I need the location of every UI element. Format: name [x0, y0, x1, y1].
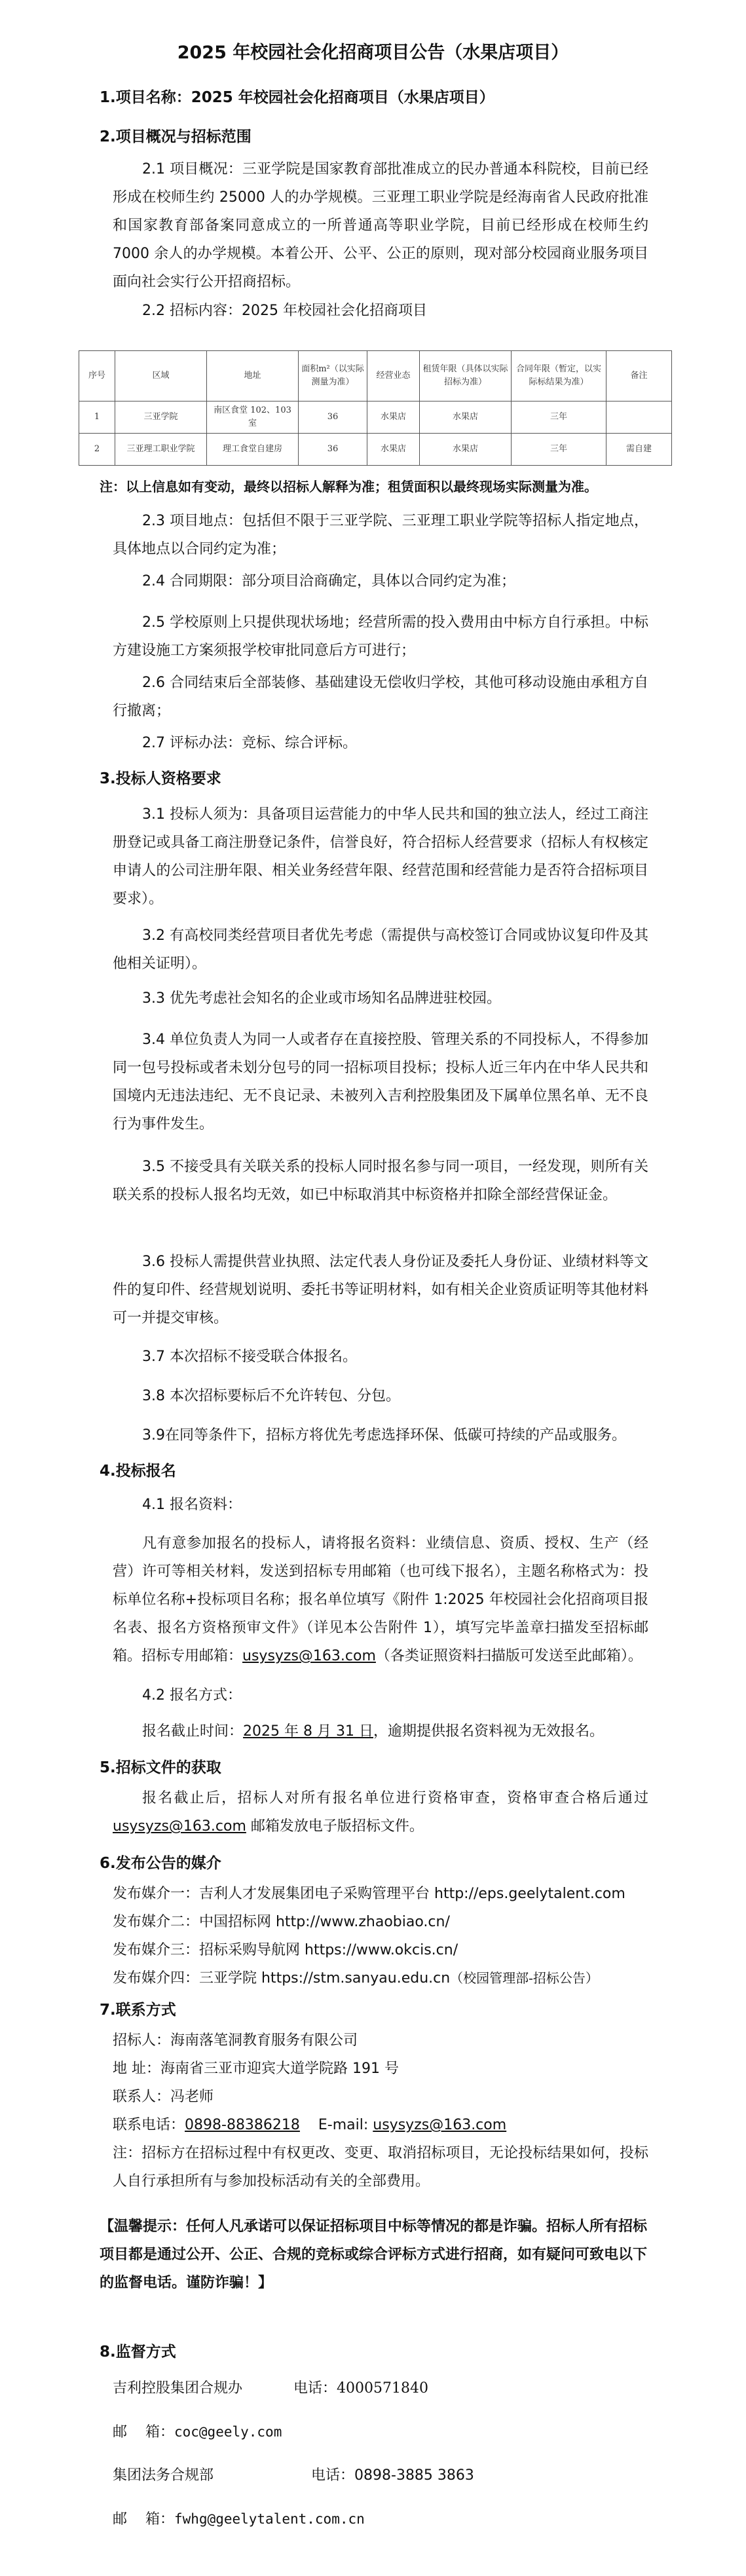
contact-person: 联系人：冯老师 — [113, 2089, 214, 2105]
qualification-3-4: 3.4 单位负责人为同一人或者存在直接控股、管理关系的不同投标人，不得参加同一包号投标或者未划分包号的同一招标项目投标；投标人近三年内在中华人民共和国境内无违法违纪、无不良记录、未被列入吉利控股集团及下属单位黑名单、无不良行为事件发生。 — [113, 1032, 648, 1132]
qualification-3-3: 3.3 优先考虑社会知名的企业或市场知名品牌进驻校园。 — [142, 990, 501, 1007]
media-line-2[interactable]: 发布媒介二：中国招标网 http://www.zhaobiao.cn/ — [113, 1914, 450, 1930]
supervision-phone-2 — [311, 2464, 474, 2484]
table-cell: 水果店 — [367, 434, 420, 466]
deadline-text: ，逾期提供报名资料视为无效报名。 — [373, 1723, 604, 1740]
registration-materials-label: 4.1 报名资料： — [142, 1497, 242, 1513]
evaluation-method: 2.7 评标办法：竞标、综合评标。 — [142, 735, 357, 751]
table-row — [79, 434, 672, 466]
col-header-lease: 租赁年限（具体以实际招标为准） — [420, 351, 512, 401]
section-6-heading: 6.发布公告的媒介 — [100, 1855, 221, 1872]
project-name-heading: 1.项目名称：2025 年校园社会化招商项目（水果店项目） — [100, 89, 494, 106]
phone-number[interactable]: 0898-88386218 — [185, 2117, 300, 2133]
contact-note: 注：招标方在招标过程中有权更改、变更、取消招标项目，无论投标结果如何，投标人自行承担所有与参加投标活动有关的全部费用。 — [113, 2145, 648, 2190]
section-3-heading: 3.投标人资格要求 — [100, 770, 221, 787]
qualification-3-5: 3.5 不接受具有关联关系的投标人同时报名参与同一项目，一经发现，则所有关联关系的投标人报名均无效，如已中标取消其中标资格并扣除全部经营保证金。 — [113, 1159, 648, 1203]
bid-documents-text — [113, 1784, 648, 1840]
media-line-3[interactable]: 发布媒介三：招标采购导航网 https://www.okcis.cn/ — [113, 1942, 458, 1958]
section-2-heading: 2.项目概况与招标范围 — [100, 128, 252, 145]
registration-text: 凡有意参加报名的投标人，请将报名资料：业绩信息、资质、授权、生产（经营）许可等相关材料，发送到招标专用邮箱（也可线下报名），主题名称格式为：投标单位名称+投标项目名称；报名单位填写《附件 1:2025 年校园社会化招商项目报名表、报名方资格预审文件》（详见本公告附件 1），填写完毕盖章扫描发至招标邮箱。招标专用邮箱： — [113, 1535, 648, 1664]
table-cell: 需自建 — [606, 434, 672, 466]
qualification-3-7: 3.7 本次招标不接受联合体报名。 — [142, 1349, 357, 1365]
table-cell: 理工食堂自建房 — [207, 434, 299, 466]
col-header-area: 区域 — [115, 351, 207, 401]
contact-email-link[interactable]: usysyzs@163.com — [373, 2117, 507, 2133]
table-note: 注：以上信息如有变动，最终以招标人解释为准；租赁面积以最终现场实际测量为准。 — [100, 479, 597, 495]
supervision-office-2: 集团法务合规部 — [113, 2467, 214, 2484]
supervision-email-1[interactable]: coc@geely.com — [174, 2424, 282, 2440]
media-line-1[interactable]: 发布媒介一：吉利人才发展集团电子采购管理平台 http://eps.geelytalent.com — [113, 1886, 625, 1902]
qualification-3-9: 3.9在同等条件下，招标方将优先考虑选择环保、低碳可持续的产品或服务。 — [142, 1427, 626, 1444]
supervision-email-row-2 — [113, 2508, 365, 2528]
phone-label: 电话： — [311, 2467, 355, 2484]
supervision-phone-1 — [293, 2377, 428, 2397]
project-location: 2.3 项目地点：包括但不限于三亚学院、三亚理工职业学院等招标人指定地点，具体地点以合同约定为准； — [113, 513, 648, 557]
project-overview: 2.1 项目概况：三亚学院是国家教育部批准成立的民办普通本科院校，目前已经形成在校师生约 25000 人的办学规模。三亚理工职业学院是经海南省人民政府批准和国家教育部备案同意成立的一所普通高等职业学院，目前已经形成在校师生约 7000 余人的办学规模。本着公开、公平、公正的原则，现对部分校园商业服务项目面向社会实行公开招商招标。 — [113, 161, 648, 290]
phone-label: 电话： — [293, 2380, 337, 2397]
table-cell: 36 — [299, 401, 367, 434]
warm-tip: 【温馨提示：任何人凡承诺可以保证招标项目中标等情况的都是诈骗。招标人所有招标项目都是通过公开、公正、合规的竞标或综合评标方式进行招商，如有疑问可致电以下的监督电话。谨防诈骗！】 — [100, 2218, 648, 2291]
table-cell: 2 — [79, 434, 115, 466]
table-cell: 水果店 — [367, 401, 420, 434]
registration-method-label: 4.2 报名方式： — [142, 1687, 242, 1704]
table-cell: 南区食堂 102、103 室 — [207, 401, 299, 434]
contact-address: 地 址：海南省三亚市迎宾大道学院路 191 号 — [113, 2061, 399, 2077]
bid-documents-text-start: 报名截止后，招标人对所有报名单位进行资格审查，资格审查合格后通过 — [142, 1790, 648, 1806]
deadline-label: 报名截止时间： — [142, 1723, 244, 1740]
contract-end-terms: 2.6 合同结束后全部装修、基础建设无偿收归学校，其他可移动设施由承租方自行撤离； — [113, 675, 648, 719]
col-header-address: 地址 — [207, 351, 299, 401]
supervision-office-1: 吉利控股集团合规办 — [113, 2380, 243, 2397]
supervision-email-2[interactable]: fwhg@geelytalent.com.cn — [174, 2511, 365, 2527]
email-label: E-mail: — [299, 2117, 373, 2133]
contact-phone-line — [113, 2114, 506, 2134]
section-5-heading: 5.招标文件的获取 — [100, 1759, 221, 1776]
contact-bidder: 招标人：海南落笔洞教育服务有限公司 — [113, 2032, 358, 2049]
col-header-remark: 备注 — [606, 351, 672, 401]
registration-text-end: （各类证照资料扫描版可发送至此邮箱）。 — [375, 1648, 643, 1664]
registration-deadline — [113, 1717, 648, 1745]
contract-term: 2.4 合同期限：部分项目洽商确定，具体以合同约定为准； — [142, 573, 515, 589]
bid-documents-email-link[interactable]: usysyzs@163.com — [113, 1818, 246, 1835]
table-cell: 水果店 — [420, 401, 512, 434]
page-title: 2025 年校园社会化招商项目公告（水果店项目） — [177, 43, 569, 63]
email-label: 邮 箱： — [113, 2424, 174, 2440]
table-cell — [606, 401, 672, 434]
qualification-3-1: 3.1 投标人须为：具备项目运营能力的中华人民共和国的独立法人，经过工商注册登记或具备工商注册登记条件，信誉良好，符合招标人经营要求（招标人有权核定申请人的公司注册年限、相关业务经营年限、经营范围和经营能力是否符合招标项目要求）。 — [113, 806, 648, 907]
phone-number[interactable]: 4000571840 — [337, 2380, 428, 2397]
table-cell: 1 — [79, 401, 115, 434]
table-header-row — [79, 351, 672, 401]
phone-number[interactable]: 0898-3885 3863 — [354, 2467, 474, 2484]
phone-label: 联系电话： — [113, 2117, 185, 2133]
table-cell: 三年 — [512, 434, 606, 466]
col-header-size: 面积m²（以实际测量为准） — [299, 351, 367, 401]
table-cell: 36 — [299, 434, 367, 466]
registration-instructions — [113, 1529, 648, 1670]
supervision-email-row-1 — [113, 2421, 282, 2441]
col-header-contract: 合同年限（暂定，以实际标结果为准） — [512, 351, 606, 401]
col-header-business: 经营业态 — [367, 351, 420, 401]
media-line-4[interactable] — [113, 1967, 599, 1987]
section-7-heading: 7.联系方式 — [100, 2002, 176, 2019]
section-8-heading: 8.监督方式 — [100, 2343, 176, 2361]
table-cell: 水果店 — [420, 434, 512, 466]
bid-documents-text-end: 邮箱发放电子版招标文件。 — [246, 1818, 424, 1835]
section-4-heading: 4.投标报名 — [100, 1463, 176, 1480]
media-line-4-note: （校园管理部-招标公告） — [450, 1970, 599, 1986]
table-cell: 三年 — [512, 401, 606, 434]
qualification-3-2: 3.2 有高校同类经营项目者优先考虑（需提供与高校签订合同或协议复印件及其他相关证明）。 — [113, 927, 648, 972]
table-cell: 三亚理工职业学院 — [115, 434, 207, 466]
qualification-3-6: 3.6 投标人需提供营业执照、法定代表人身份证及委托人身份证、业绩材料等文件的复印件、经营规划说明、委托书等证明材料，如有相关企业资质证明等其他材料可一并提交审核。 — [113, 1254, 648, 1326]
media-line-4-link[interactable]: 发布媒介四：三亚学院 https://stm.sanyau.edu.cn — [113, 1970, 451, 1987]
email-label: 邮 箱： — [113, 2511, 174, 2528]
table-cell: 三亚学院 — [115, 401, 207, 434]
col-header-index: 序号 — [79, 351, 115, 401]
qualification-3-8: 3.8 本次招标要标后不允许转包、分包。 — [142, 1388, 400, 1404]
deadline-date: 2025 年 8 月 31 日 — [243, 1723, 373, 1740]
site-provision: 2.5 学校原则上只提供现状场地；经营所需的投入费用由中标方自行承担。中标方建设施工方案须报学校审批同意后方可进行； — [113, 614, 648, 659]
bid-content: 2.2 招标内容：2025 年校园社会化招商项目 — [142, 303, 427, 319]
bid-items-table — [79, 350, 672, 466]
registration-email-link[interactable]: usysyzs@163.com — [242, 1648, 376, 1664]
table-row — [79, 401, 672, 434]
